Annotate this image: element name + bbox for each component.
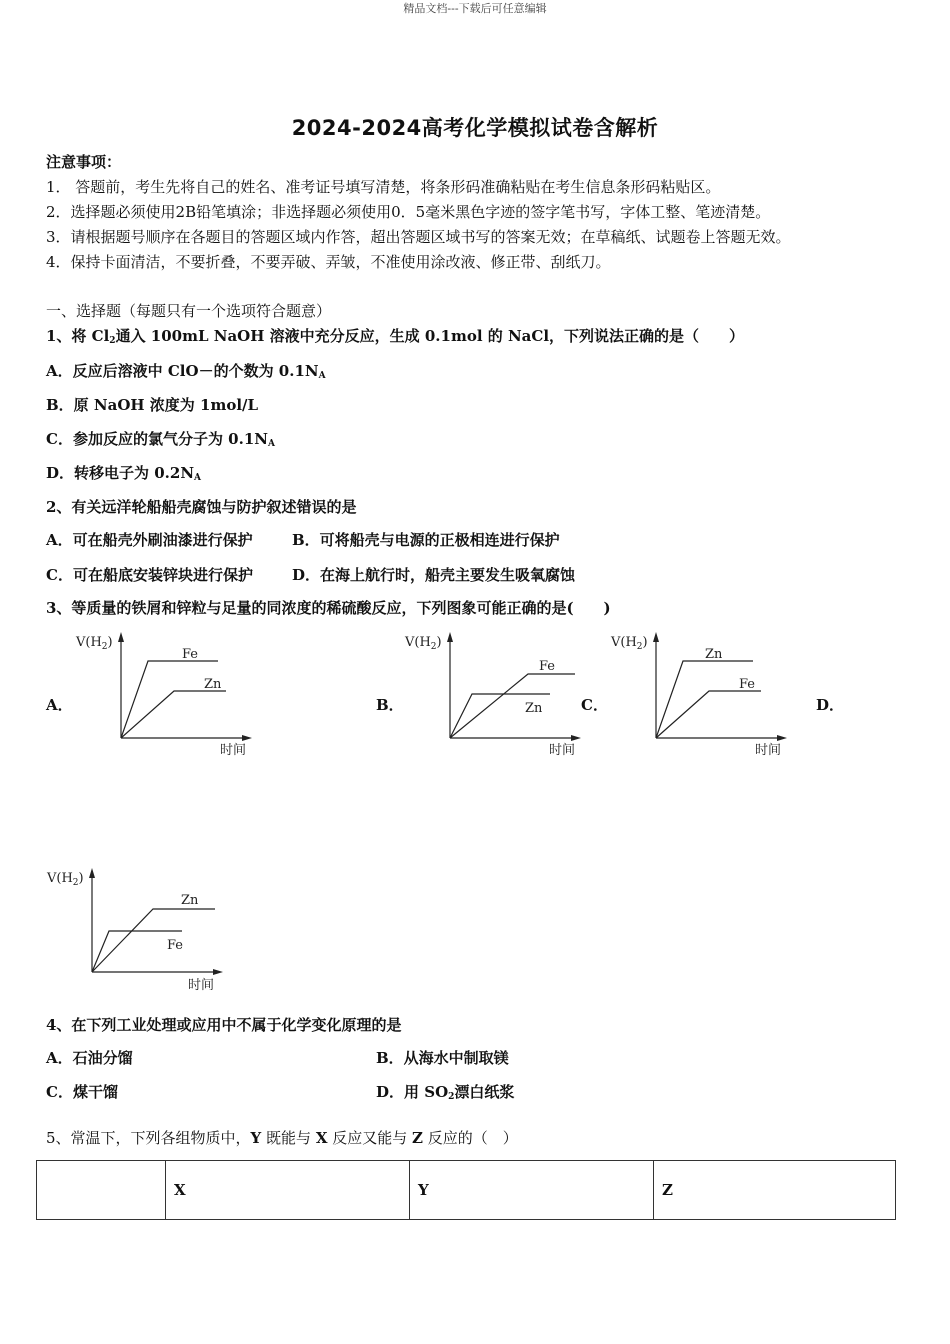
y-axis-arrow <box>118 632 124 642</box>
x-axis-arrow <box>571 735 581 741</box>
y-axis-label: $V(H_2)$ <box>611 635 648 652</box>
q5-stem: 5、常温下，下列各组物质中，Y 既能与 X 反应又能与 Z 反应的（ ） <box>46 1129 518 1147</box>
fe-curve <box>121 661 218 738</box>
table-header-empty <box>37 1161 166 1220</box>
table-header-y: Y <box>410 1161 654 1220</box>
q3-option-b-label[interactable]: B． <box>376 696 404 714</box>
y-axis-label: $V(H_2)$ <box>47 871 84 888</box>
q2-option-d[interactable]: D．在海上航行时，船壳主要发生吸氧腐蚀 <box>292 566 576 584</box>
curve-label-top: Fe <box>539 659 556 674</box>
q3-option-c-label[interactable]: C． <box>581 696 608 714</box>
fe-curve <box>450 674 575 738</box>
q1-stem: 1、将 $Cl_2$通入 100mL NaOH 溶液中充分反应，生成 0.1mol 的 NaCl，下列说法正确的是（ ） <box>46 327 745 346</box>
q4-option-c[interactable]: C．煤干馏 <box>46 1083 118 1101</box>
q5-table <box>36 1160 896 1220</box>
graph-c[interactable] <box>611 630 791 764</box>
x-axis-arrow <box>777 735 787 741</box>
q2-stem: 2、有关远洋轮船船壳腐蚀与防护叙述错误的是 <box>46 498 357 516</box>
curve-label-bottom: Zn <box>204 677 222 692</box>
notice-item-3: 3．请根据题号顺序在各题目的答题区域内作答，超出答题区域书写的答案无效；在草稿纸、试题卷上答题无效。 <box>46 228 791 246</box>
q3-stem: 3、等质量的铁屑和锌粒与足量的同浓度的稀硫酸反应，下列图象可能正确的是( ) <box>46 599 611 617</box>
x-axis-label: 时间 <box>220 743 247 758</box>
curve-label-top: Fe <box>182 647 199 662</box>
zn-curve <box>121 691 226 738</box>
curve-label-top: Zn <box>705 647 723 662</box>
q4-stem: 4、在下列工业处理或应用中不属于化学变化原理的是 <box>46 1016 402 1034</box>
x-axis-label: 时间 <box>755 743 782 758</box>
q2-option-b[interactable]: B．可将船壳与电源的正极相连进行保护 <box>292 531 560 549</box>
q4-option-a[interactable]: A．石油分馏 <box>46 1049 133 1067</box>
q2-option-a[interactable]: A．可在船壳外刷油漆进行保护 <box>46 531 253 549</box>
x-axis-label: 时间 <box>188 978 215 993</box>
y-axis-arrow <box>89 868 95 878</box>
curve-label-top: Zn <box>181 893 199 908</box>
q4-option-d[interactable]: D．用 $SO_2$漂白纸浆 <box>376 1083 515 1102</box>
q3-option-a-label[interactable]: A． <box>46 696 73 714</box>
q1-option-c[interactable]: C．参加反应的氯气分子为 $0.1N_A$ <box>46 430 275 449</box>
curve-label-bottom: Zn <box>525 701 543 716</box>
zn-curve <box>92 909 215 972</box>
curve-label-bottom: Fe <box>167 938 184 953</box>
x-axis-arrow <box>242 735 252 741</box>
page-header: 精品文档---下载后可任意编辑 <box>403 2 547 15</box>
zn-curve <box>656 661 756 738</box>
section-heading: 一、选择题（每题只有一个选项符合题意） <box>46 302 332 320</box>
x-axis-arrow <box>213 969 223 975</box>
q3-option-d-label[interactable]: D． <box>816 696 845 714</box>
fe-curve <box>656 691 761 738</box>
q1-option-d[interactable]: D．转移电子为 $0.2N_A$ <box>46 464 202 483</box>
table-header-x: X <box>166 1161 410 1220</box>
curve-label-bottom: Fe <box>739 677 756 692</box>
notice-item-2: 2．选择题必须使用2B铅笔填涂；非选择题必须使用0．5毫米黑色字迹的签字笔书写，字体工整、笔迹清楚。 <box>46 203 771 221</box>
notice-item-4: 4．保持卡面清洁，不要折叠，不要弄破、弄皱，不准使用涂改液、修正带、刮纸刀。 <box>46 253 611 271</box>
x-axis-label: 时间 <box>549 743 576 758</box>
q1-option-b[interactable]: B．原 NaOH 浓度为 1mol/L <box>46 396 259 414</box>
graph-b[interactable] <box>405 630 585 764</box>
graph-d[interactable] <box>47 866 227 1000</box>
table-row <box>37 1161 896 1220</box>
q4-option-b[interactable]: B．从海水中制取镁 <box>376 1049 509 1067</box>
notice-heading: 注意事项： <box>46 153 122 171</box>
y-axis-label: $V(H_2)$ <box>405 635 442 652</box>
page-title: 2024-2024高考化学模拟试卷含解析 <box>291 116 659 140</box>
table-header-z: Z <box>654 1161 896 1220</box>
y-axis-label: $V(H_2)$ <box>76 635 113 652</box>
y-axis-arrow <box>447 632 453 642</box>
q1-option-a[interactable]: A．反应后溶液中 ClO－的个数为 $0.1N_A$ <box>46 362 326 381</box>
graph-a[interactable] <box>76 630 256 764</box>
y-axis-arrow <box>653 632 659 642</box>
notice-item-1: 1． 答题前，考生先将自己的姓名、准考证号填写清楚，将条形码准确粘贴在考生信息条形码粘贴区。 <box>46 178 721 196</box>
q2-option-c[interactable]: C．可在船底安装锌块进行保护 <box>46 566 253 584</box>
